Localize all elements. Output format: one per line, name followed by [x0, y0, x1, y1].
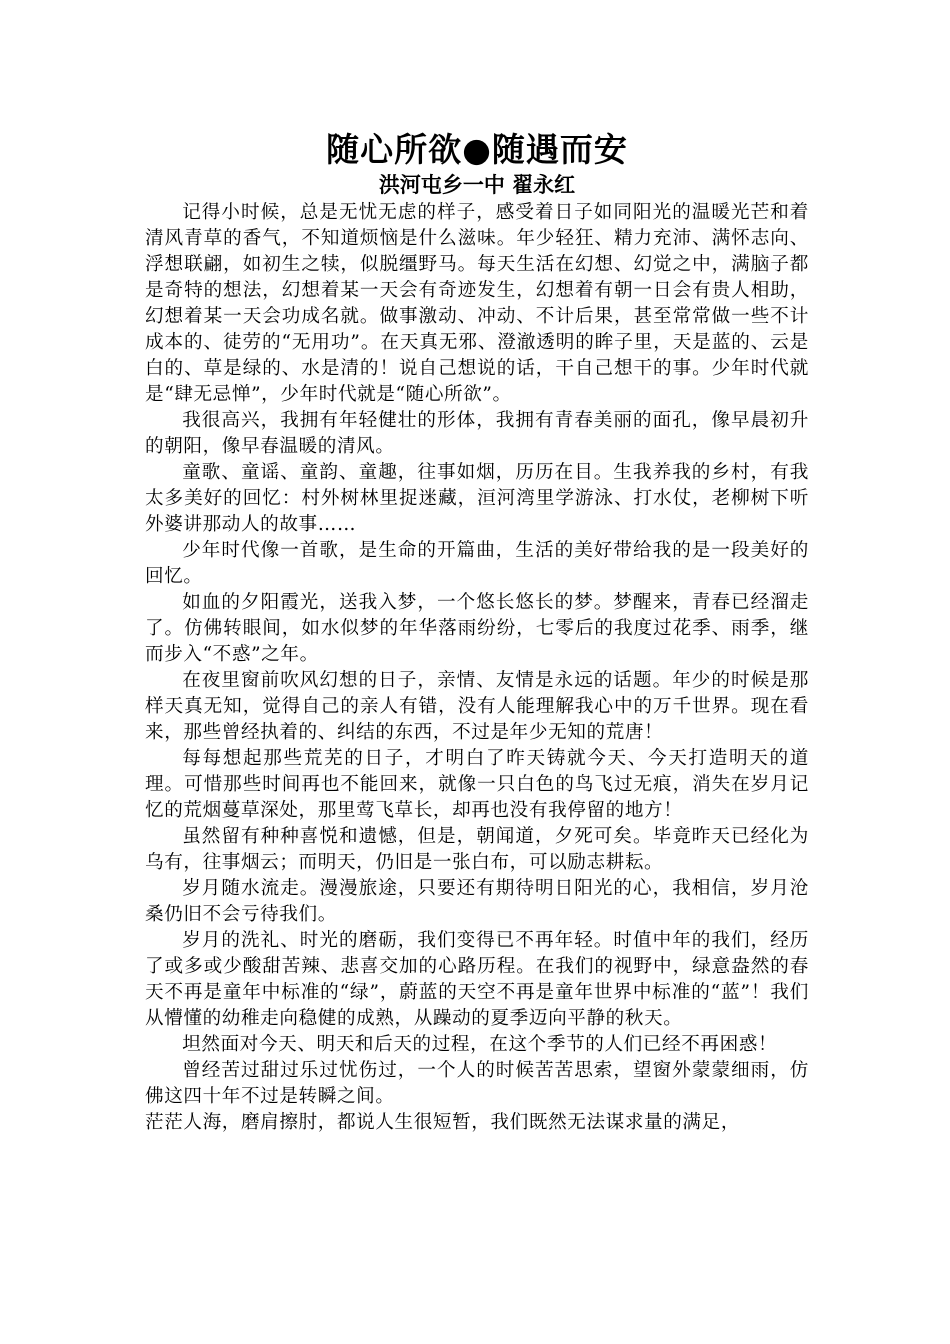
document-title: 随心所欲●随遇而安	[326, 130, 628, 169]
paragraph: 虽然留有种种喜悦和遗憾，但是，朝闻道，夕死可矣。毕竟昨天已经化为乌有，往事烟云；而明天，仍旧是一张白布，可以励志耕耘。	[145, 826, 809, 873]
document-author: 洪河屯乡一中 翟永红	[378, 173, 576, 197]
document-body	[145, 200, 809, 1136]
paragraph: 如血的夕阳霞光，送我入梦，一个悠长悠长的梦。梦醒来，青春已经溜走了。仿佛转眼间，如水似梦的年华落雨纷纷，七零后的我度过花季、雨季，继而步入“不惑”之年。	[145, 592, 809, 665]
paragraph: 少年时代像一首歌，是生命的开篇曲，生活的美好带给我的是一段美好的回忆。	[145, 540, 809, 587]
paragraph: 岁月的洗礼、时光的磨砺，我们变得已不再年轻。时值中年的我们，经历了或多或少酸甜苦辣、悲喜交加的心路历程。在我们的视野中，绿意盎然的春天不再是童年中标准的“绿”，蔚蓝的天空不再是童年世界中标准的“蓝”！我们从懵懂的幼稚走向稳健的成熟，从躁动的夏季迈向平静的秋天。	[145, 930, 809, 1029]
paragraph: 在夜里窗前吹风幻想的日子，亲情、友情是永远的话题。年少的时候是那样天真无知，觉得自己的亲人有错，没有人能理解我心中的万千世界。现在看来，那些曾经执着的、纠结的东西，不过是年少无知的荒唐！	[145, 670, 809, 743]
paragraph: 茫茫人海，磨肩擦肘，都说人生很短暂，我们既然无法谋求量的满足，	[145, 1112, 741, 1133]
paragraph: 每每想起那些荒芜的日子，才明白了昨天铸就今天、今天打造明天的道理。可惜那些时间再也不能回来，就像一只白色的鸟飞过无痕，消失在岁月记忆的荒烟蔓草深处，那里莺飞草长，却再也没有我停留的地方！	[145, 748, 809, 821]
paragraph: 岁月随水流走。漫漫旅途，只要还有期待明日阳光的心，我相信，岁月沧桑仍旧不会亏待我们。	[145, 878, 809, 925]
paragraph: 童歌、童谣、童韵、童趣，往事如烟，历历在目。生我养我的乡村，有我太多美好的回忆：村外树林里捉迷藏，洹河湾里学游泳、打水仗，老柳树下听外婆讲那动人的故事……	[145, 462, 809, 535]
document-page	[145, 130, 809, 1136]
paragraph: 我很高兴，我拥有年轻健壮的形体，我拥有青春美丽的面孔，像早晨初升的朝阳，像早春温暖的清风。	[145, 410, 809, 457]
paragraph: 记得小时候，总是无忧无虑的样子，感受着日子如同阳光的温暖光芒和着清风青草的香气，不知道烦恼是什么滋味。年少轻狂、精力充沛、满怀志向、浮想联翩，如初生之犊，似脱缰野马。每天生活在幻想、幻觉之中，满脑子都是奇特的想法，幻想着某一天会有奇迹发生，幻想着有朝一日会有贵人相助，幻想着某一天会功成名就。做事激动、冲动、不计后果，甚至常常做一些不计成本的、徒劳的“无用功”。在天真无邪、澄澈透明的眸子里，天是蓝的、云是白的、草是绿的、水是清的！说自己想说的话，干自己想干的事。少年时代就是“肆无忌惮”，少年时代就是“随心所欲”。	[145, 202, 809, 405]
paragraph: 曾经苦过甜过乐过忧伤过，一个人的时候苦苦思索，望窗外蒙蒙细雨，仿佛这四十年不过是转瞬之间。	[145, 1060, 809, 1107]
paragraph: 坦然面对今天、明天和后天的过程，在这个季节的人们已经不再困惑！	[182, 1034, 778, 1055]
